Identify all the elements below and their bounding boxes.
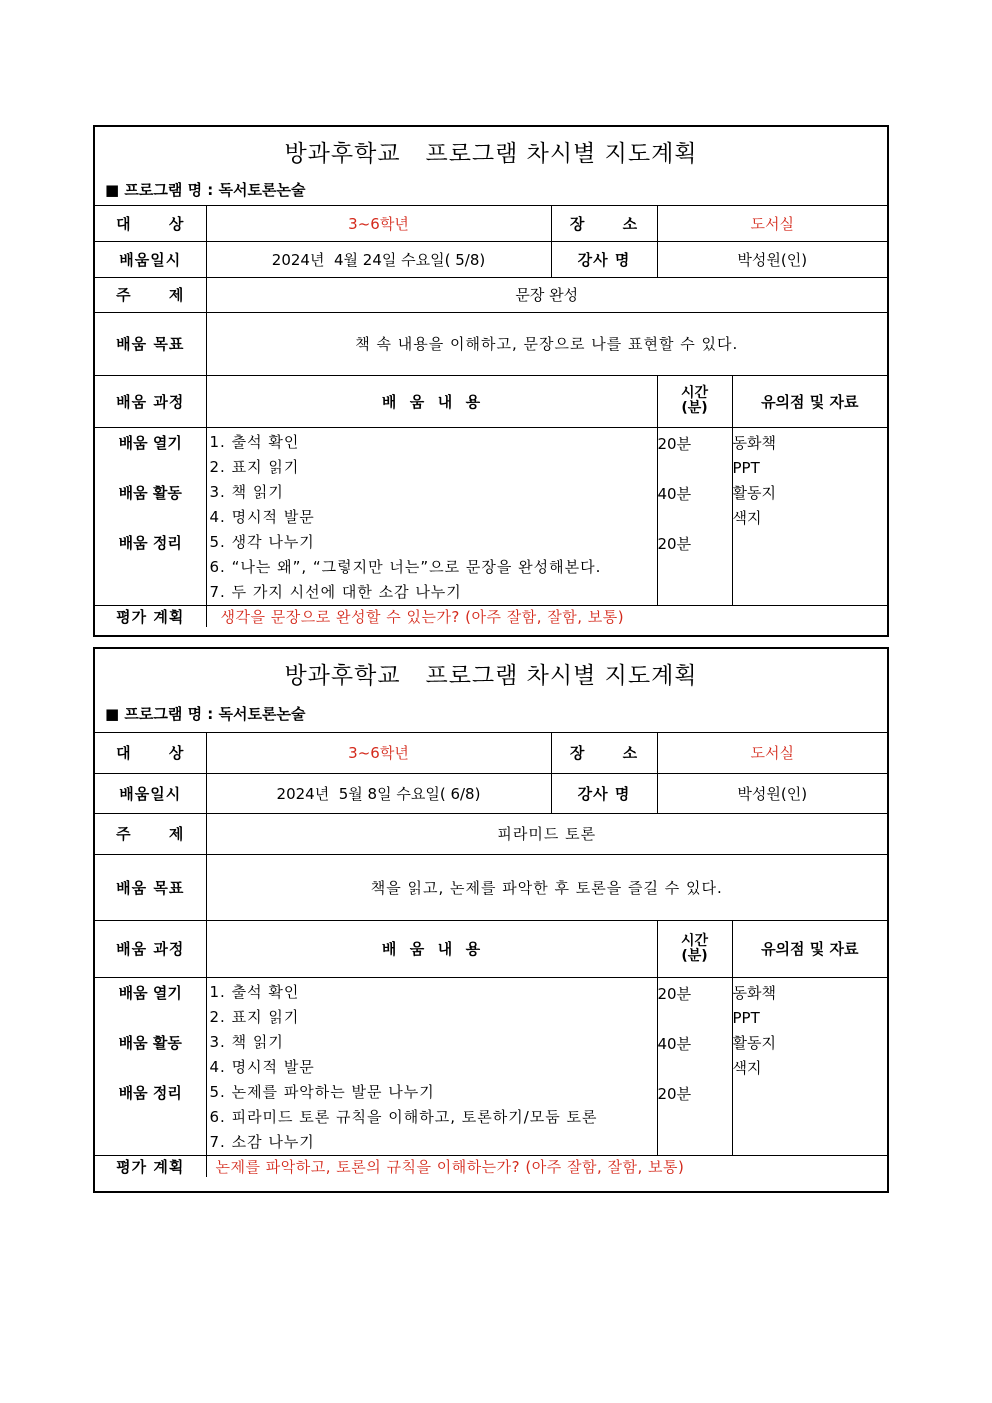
time-column	[657, 427, 732, 605]
content-item: 5. 논제를 파악하는 발문 나누기	[209, 1082, 435, 1101]
process-label: 배움 과정	[95, 920, 206, 977]
content-item: 6. “나는 왜”, “그렇지만 너는”으로 문장을 완성해본다.	[209, 557, 602, 576]
eval-label: 평가 계획	[95, 605, 206, 627]
content-label: 배 움 내 용	[206, 920, 657, 977]
stage-wrapup: 배움 정리	[118, 533, 182, 552]
target-label: 대 상	[95, 206, 206, 241]
plan-title: 방과후학교 프로그램 차시별 지도계획	[284, 663, 698, 689]
content-list	[206, 977, 657, 1155]
time-header	[657, 920, 732, 977]
lesson-plan-2	[93, 647, 889, 1193]
content-item: 2. 표지 읽기	[209, 1007, 300, 1026]
goal-label: 배움 목표	[95, 312, 206, 375]
time-header	[657, 375, 732, 427]
stage-wrapup: 배움 정리	[118, 1083, 182, 1102]
material-item: PPT	[732, 458, 760, 477]
eval-value: 생각을 문장으로 완성할 수 있는가? (아주 잘함, 잘함, 보통)	[206, 605, 887, 627]
content-item: 4. 명시적 발문	[209, 1057, 315, 1076]
place-label: 장 소	[551, 206, 657, 241]
topic-value: 문장 완성	[206, 277, 887, 312]
material-item: 활동지	[732, 1033, 776, 1052]
material-item: 활동지	[732, 483, 776, 502]
time-label-line2: (분)	[681, 947, 708, 964]
target-value: 3~6학년	[206, 733, 551, 773]
material-item: PPT	[732, 1008, 760, 1027]
goal-label: 배움 목표	[95, 854, 206, 920]
content-item: 7. 두 가지 시선에 대한 소감 나누기	[209, 582, 462, 601]
target-value: 3~6학년	[206, 206, 551, 241]
topic-label: 주 제	[95, 813, 206, 854]
place-label: 장 소	[551, 733, 657, 773]
material-item: 동화책	[732, 433, 776, 452]
time-wrapup: 20분	[657, 534, 692, 553]
date-label: 배움일시	[95, 773, 206, 813]
stage-activity: 배움 활동	[118, 1033, 182, 1052]
teacher-value: 박성원(인)	[657, 773, 887, 813]
target-label: 대 상	[95, 733, 206, 773]
stage-activity: 배움 활동	[118, 483, 182, 502]
stage-open: 배움 열기	[118, 983, 182, 1002]
topic-value: 피라미드 토론	[206, 813, 887, 854]
goal-value: 책을 읽고, 논제를 파악한 후 토론을 즐길 수 있다.	[206, 854, 887, 920]
content-item: 5. 생각 나누기	[209, 532, 315, 551]
plan-header	[95, 649, 887, 733]
content-item: 3. 책 읽기	[209, 482, 284, 501]
eval-value: 논제를 파악하고, 토론의 규칙을 이해하는가? (아주 잘함, 잘함, 보통)	[206, 1155, 887, 1177]
content-item: 6. 피라미드 토론 규칙을 이해하고, 토론하기/모둠 토론	[209, 1107, 598, 1126]
time-activity: 40분	[657, 484, 692, 503]
stage-open: 배움 열기	[118, 433, 182, 452]
date-label: 배움일시	[95, 241, 206, 277]
content-item: 7. 소감 나누기	[209, 1132, 315, 1151]
teacher-label: 강사 명	[551, 241, 657, 277]
date-value: 2024년 4월 24일 수요일( 5/8)	[206, 241, 551, 277]
plan-title: 방과후학교 프로그램 차시별 지도계획	[284, 141, 698, 167]
content-label: 배 움 내 용	[206, 375, 657, 427]
material-item: 동화책	[732, 983, 776, 1002]
time-label-line1: 시간	[680, 932, 709, 949]
content-list	[206, 427, 657, 605]
program-name: ■ 프로그램 명 : 독서토론논술	[105, 181, 306, 199]
materials-label: 유의점 및 자료	[732, 375, 887, 427]
content-item: 1. 출석 확인	[209, 982, 300, 1001]
plan-table	[95, 206, 887, 627]
time-label-line1: 시간	[680, 385, 709, 401]
goal-value: 책 속 내용을 이해하고, 문장으로 나를 표현할 수 있다.	[206, 312, 887, 375]
place-value: 도서실	[657, 206, 887, 241]
stage-column	[95, 427, 206, 605]
process-label: 배움 과정	[95, 375, 206, 427]
content-item: 4. 명시적 발문	[209, 507, 315, 526]
time-label-line2: (분)	[681, 400, 708, 416]
materials-list	[732, 427, 887, 605]
materials-label: 유의점 및 자료	[732, 920, 887, 977]
plan-table	[95, 733, 887, 1177]
eval-label: 평가 계획	[95, 1155, 206, 1177]
material-item: 색지	[732, 1058, 762, 1077]
time-open: 20분	[657, 434, 692, 453]
stage-column	[95, 977, 206, 1155]
material-item: 색지	[732, 508, 762, 527]
content-item: 1. 출석 확인	[209, 432, 300, 451]
topic-label: 주 제	[95, 277, 206, 312]
materials-list	[732, 977, 887, 1155]
time-activity: 40분	[657, 1034, 692, 1053]
program-name: ■ 프로그램 명 : 독서토론논술	[105, 705, 306, 723]
time-wrapup: 20분	[657, 1084, 692, 1103]
teacher-label: 강사 명	[551, 773, 657, 813]
time-open: 20분	[657, 984, 692, 1003]
plan-header	[95, 127, 887, 206]
date-value: 2024년 5월 8일 수요일( 6/8)	[206, 773, 551, 813]
place-value: 도서실	[657, 733, 887, 773]
teacher-value: 박성원(인)	[657, 241, 887, 277]
content-item: 3. 책 읽기	[209, 1032, 284, 1051]
content-item: 2. 표지 읽기	[209, 457, 300, 476]
lesson-plan-1	[93, 125, 889, 637]
time-column	[657, 977, 732, 1155]
